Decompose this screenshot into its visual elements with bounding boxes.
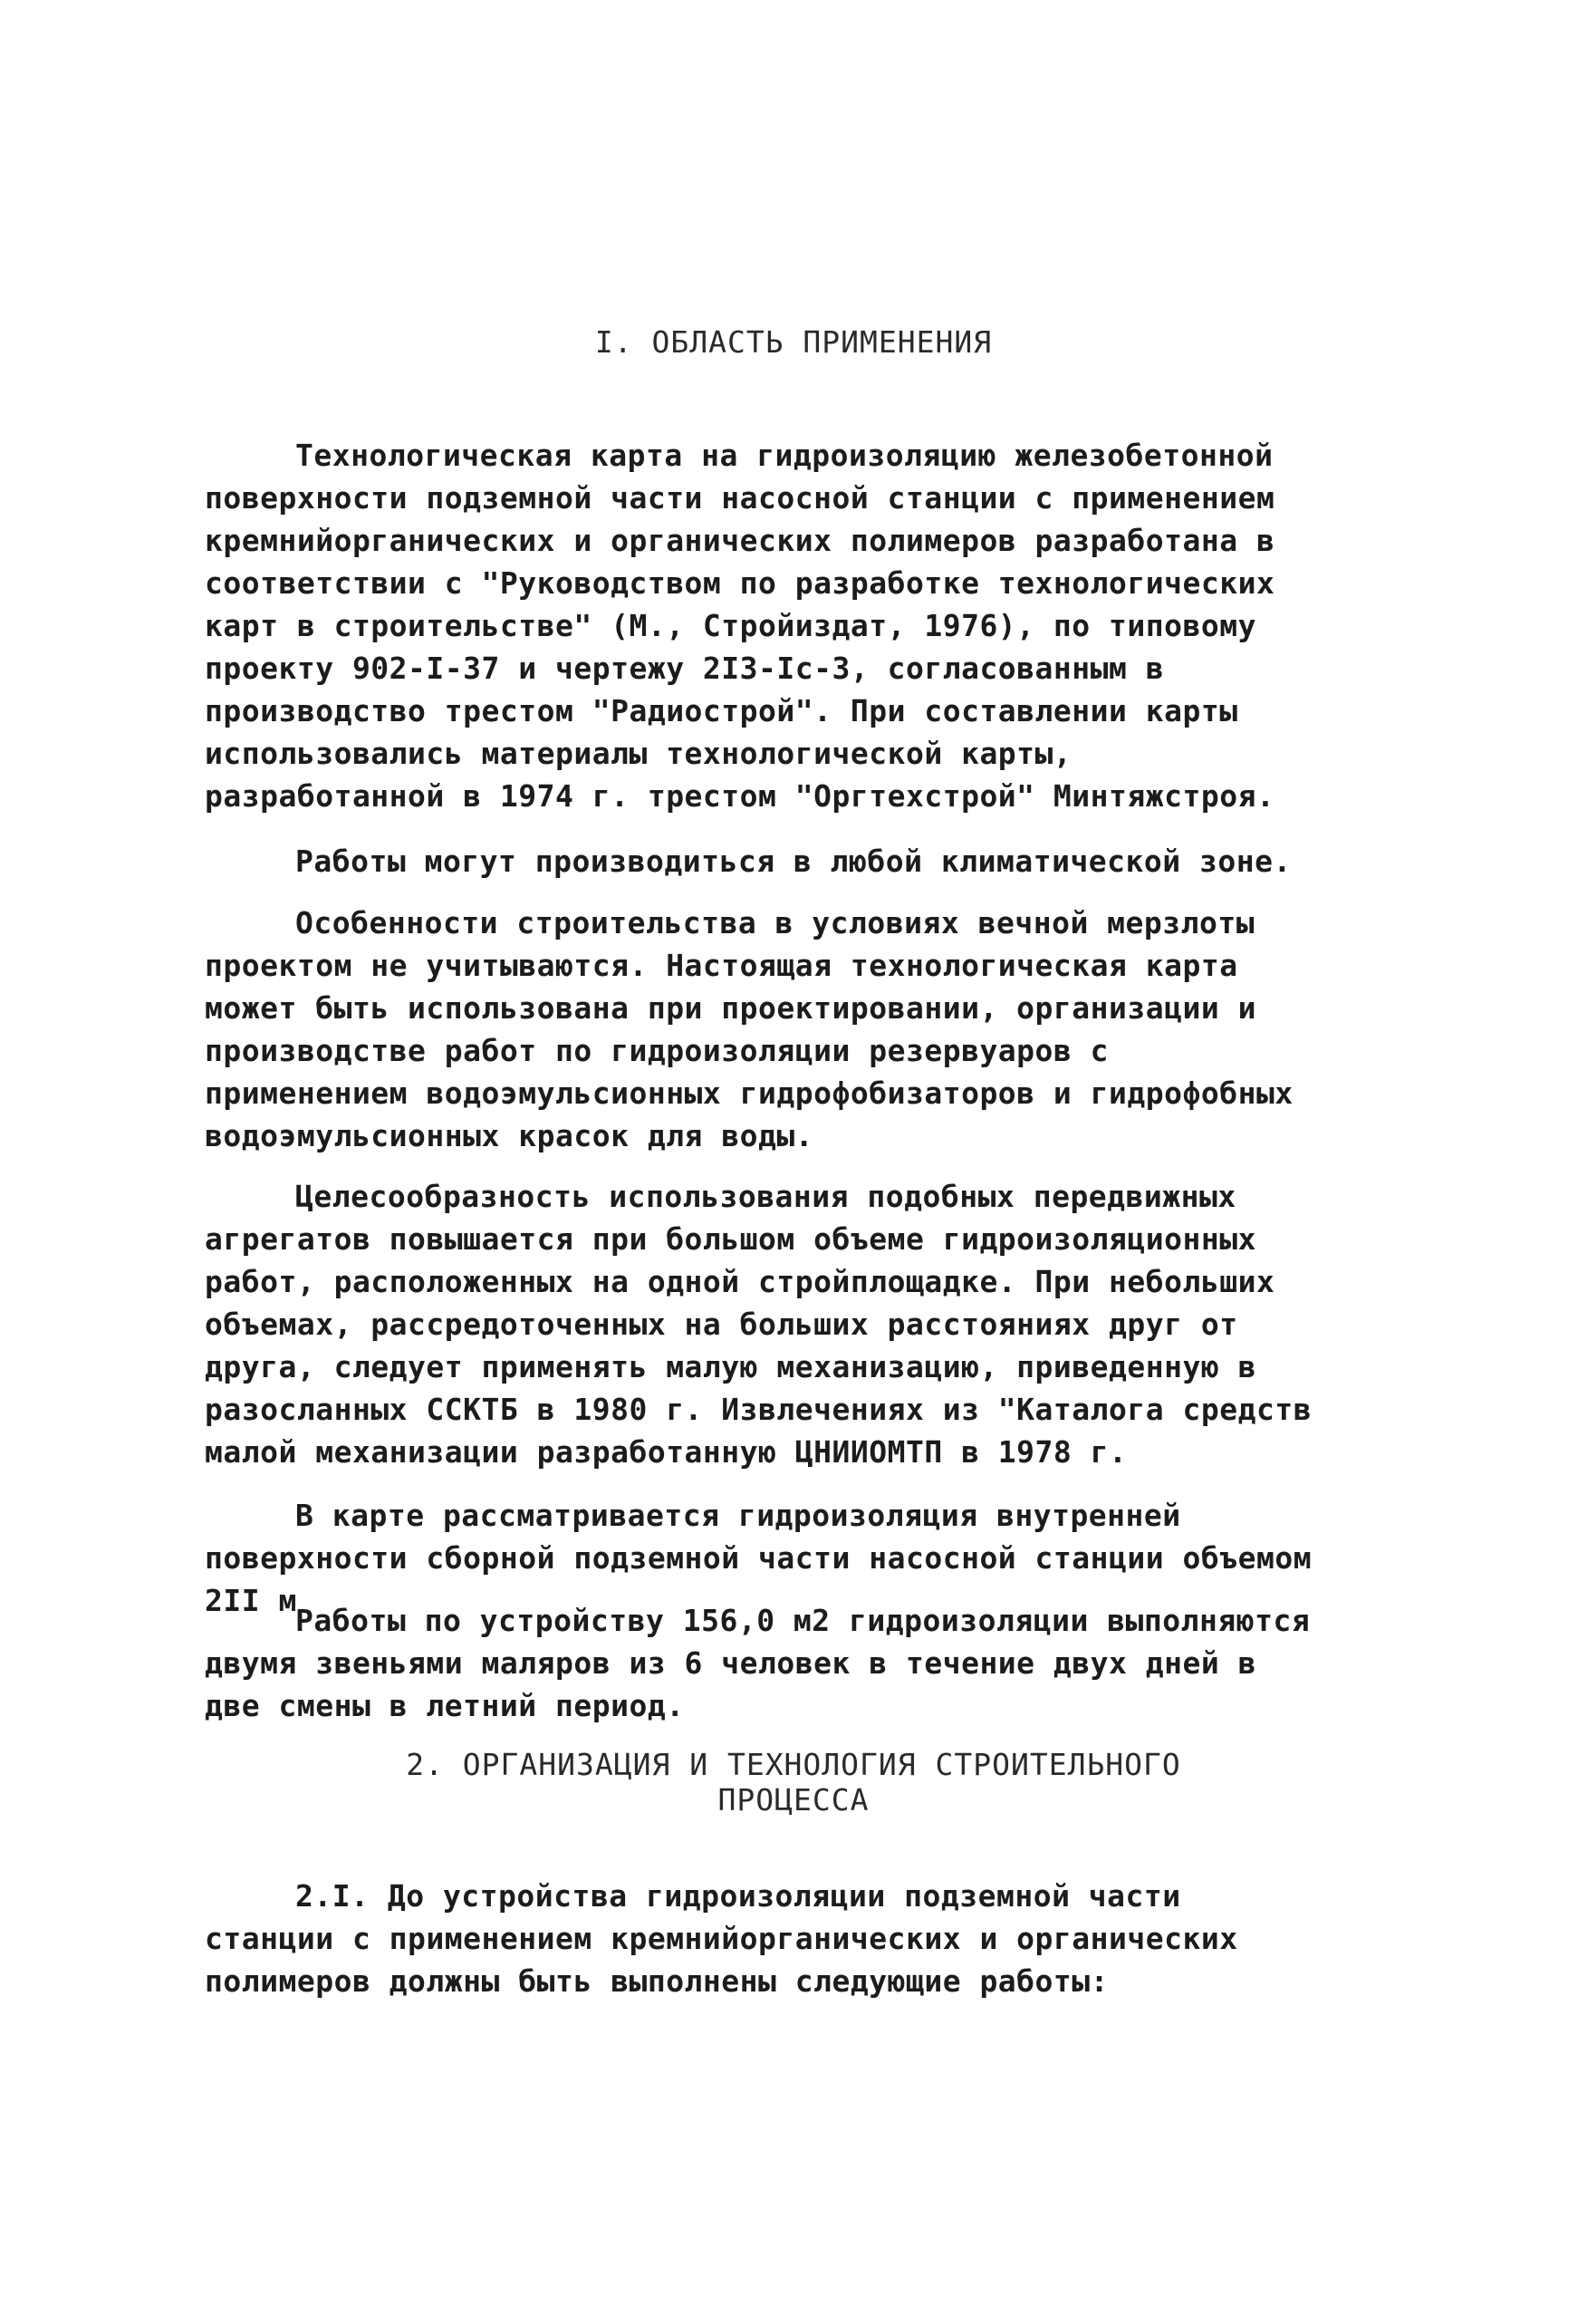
- section-1-heading-text: I. ОБЛАСТЬ ПРИМЕНЕНИЯ: [594, 324, 993, 360]
- section-1-paragraph-1: [205, 391, 1319, 860]
- paragraph-text: Особенности строительства в условиях вечной мерзлоты проектом не учитываются. Настоящая технологическая карта может быть использована при проектировании, организации и производстве работ по гидроизоляции резервуаров с применением водоэмульсионных гидрофобизаторов и гидрофобных водоэмульсионных красок для воды.: [205, 905, 1294, 1153]
- section-2-heading-line-2: ПРОЦЕССА: [717, 1782, 870, 1818]
- paragraph-text: Работы могут производиться в любой климатической зоне.: [295, 844, 1292, 879]
- paragraph-text: Целесообразность использования подобных передвижных агрегатов повышается при большом объеме гидроизоляционных работ, расположенных на одной стройплощадке. При небольших объемах, рассредоточенных на больших расстояниях друг от друга, следует применять малую механизацию, приведенную в разосланных ССКТБ в 1980 г. Извлечениях из "Каталога средств малой механизации разработанную ЦНИИОМТП в 1978 г.: [205, 1179, 1313, 1470]
- section-2-heading: [0, 1747, 1587, 1818]
- section-2-paragraph-1: [205, 1832, 1319, 2045]
- section-1-paragraph-6: [205, 1557, 1319, 1770]
- section-1-heading: [0, 324, 1587, 360]
- paragraph-text: В карте рассматривается гидроизоляция внутренней поверхности сборной подземной части насосной станции объемом 2II м: [205, 1498, 1313, 1618]
- section-2-heading-line-1: 2. ОРГАНИЗАЦИЯ И ТЕХНОЛОГИЯ СТРОИТЕЛЬНОГО: [406, 1747, 1181, 1782]
- paragraph-text: 2.I. До устройства гидроизоляции подземной части станции с применением кремнийорганических и органических полимеров должны быть выполнены следующие работы:: [205, 1878, 1238, 1999]
- paragraph-text: Работы по устройству 156,0 м2 гидроизоляции выполняются двумя звеньями маляров из 6 человек в течение двух дней в две смены в летний период.: [205, 1603, 1311, 1723]
- paragraph-text: Технологическая карта на гидроизоляцию железобетонной поверхности подземной части насосной станции с применением кремнийорганических и органических полимеров разработана в соответствии с "Руководством по разработке технологических карт в строительстве" (М., Стройиздат, 1976), по типовому проекту 902-I-37 и чертежу 2I3-Iс-3, согласованным в производство трестом "Радиострой". При составлении карты использовались материалы технологической карты, разработанной в 1974 г. трестом "Оргтехстрой" Минтяжстроя.: [205, 438, 1275, 814]
